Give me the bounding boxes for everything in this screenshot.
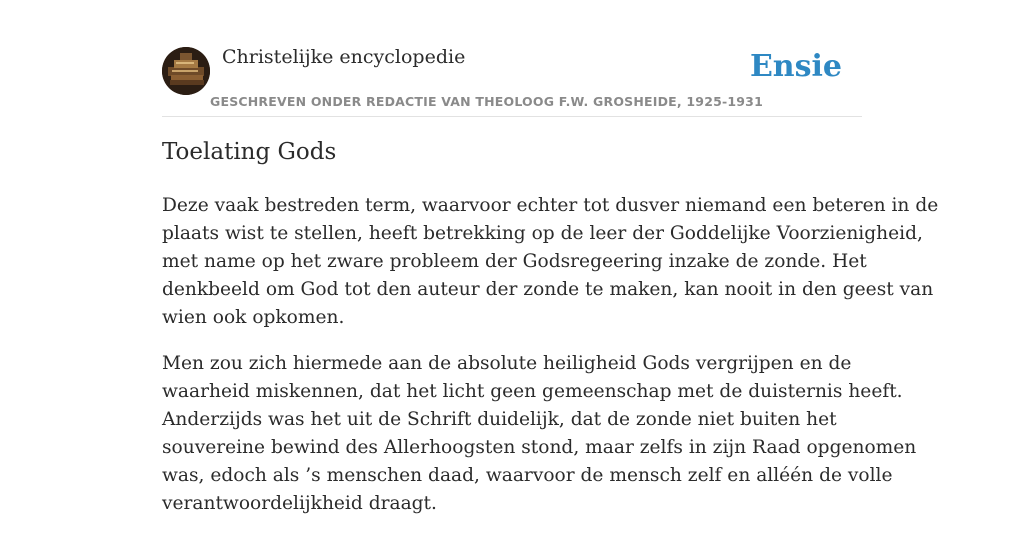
text-line: denkbeeld om God tot den auteur der zonde te maken, kan nooit in den geest van	[162, 279, 934, 300]
site-header	[162, 44, 862, 117]
text-line: plaats wist te stellen, heeft betrekking op de leer der Goddelijke Voorzienigheid,	[162, 223, 923, 244]
article-paragraph	[162, 350, 917, 518]
site-name[interactable]: Christelijke encyclopedie	[222, 46, 466, 68]
text-line: wien ook opkomen.	[162, 307, 345, 328]
encyclopedia-avatar[interactable]	[162, 47, 210, 95]
brand-logo-link[interactable]: Ensie	[749, 49, 842, 84]
text-line: met name op het zware probleem der Godsregeering inzake de zonde. Het	[162, 251, 867, 272]
text-line: Anderzijds was het uit de Schrift duidelijk, dat de zonde niet buiten het	[162, 409, 837, 430]
text-line: Men zou zich hiermede aan de absolute heiligheid Gods vergrijpen en de	[162, 353, 852, 374]
text-line: was, edoch als ’s menschen daad, waarvoor de mensch zelf en alléén de volle	[162, 465, 893, 486]
text-line: Deze vaak bestreden term, waarvoor echter tot dusver niemand een beteren in de	[162, 195, 939, 216]
article-paragraph	[162, 192, 939, 332]
article-body	[162, 192, 939, 536]
text-line: verantwoordelijkheid draagt.	[162, 493, 437, 514]
article-title: Toelating Gods	[162, 139, 337, 165]
text-line: waarheid miskennen, dat het licht geen gemeenschap met de duisternis heeft.	[162, 381, 903, 402]
text-line: souvereine bewind des Allerhoogsten stond, maar zelfs in zijn Raad opgenomen	[162, 437, 917, 458]
book-stack-icon	[162, 47, 210, 95]
site-subtitle: GESCHREVEN ONDER REDACTIE VAN THEOLOOG F.W. GROSHEIDE, 1925-1931	[210, 94, 763, 109]
